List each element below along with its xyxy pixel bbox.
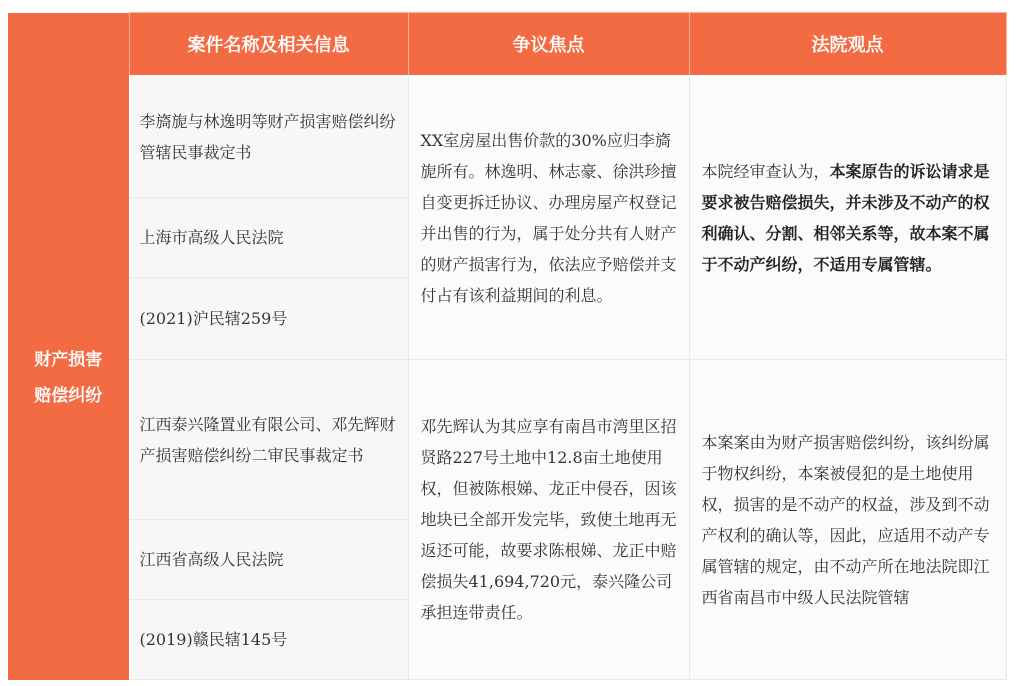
case-2-focus: 邓先辉认为其应享有南昌市湾里区招贤路227号土地中12.8亩土地使用权，但被陈根娣、龙正中侵吞，因该地块已全部开发完毕，致使土地再无返还可能，故要求陈根娣、龙正中赔偿损失41,694,720元，泰兴隆公司承担连带责任。 [408,360,689,680]
case-1-view-prefix: 本院经审查认为， [701,161,830,181]
case-1-number: (2021)沪民辖259号 [129,278,408,360]
case-1-court: 上海市高级人民法院 [129,198,408,278]
category-line-1: 财产损害 [34,349,103,370]
case-2-number: (2019)赣民辖145号 [129,600,408,680]
header-court-view: 法院观点 [689,13,1006,76]
case-1-name: 李旖旎与林逸明等财产损害赔偿纠纷管辖民事裁定书 [129,76,408,198]
header-case-info: 案件名称及相关信息 [129,13,408,76]
case-1-view-bold: 本案原告的诉讼请求是要求被告赔偿损失，并未涉及不动产的权利确认、分割、相邻关系等，故本案不属于不动产纠纷，不适用专属管辖。 [701,161,990,274]
case-table-container [8,12,1006,678]
header-corner [8,13,129,76]
header-dispute-focus: 争议焦点 [408,13,689,76]
category-line-2: 赔偿纠纷 [34,385,103,406]
table-row [8,360,1006,520]
case-2-court: 江西省高级人民法院 [129,520,408,600]
case-2-view: 本案案由为财产损害赔偿纠纷，该纠纷属于物权纠纷，本案被侵犯的是土地使用权，损害的是不动产的权益，涉及到不动产权利的确认等，因此，应适用不动产专属管辖的规定，由不动产所在地法院即江西省南昌市中级人民法院管辖 [689,360,1006,680]
header-row [8,13,1006,76]
case-table [8,12,1007,680]
case-2-name: 江西泰兴隆置业有限公司、邓先辉财产损害赔偿纠纷二审民事裁定书 [129,360,408,520]
table-row [8,76,1006,198]
case-1-view [689,76,1006,360]
case-1-focus: XX室房屋出售价款的30%应归李旖旎所有。林逸明、林志豪、徐洪珍擅自变更拆迁协议、办理房屋产权登记并出售的行为，属于处分共有人财产的财产损害行为，依法应予赔偿并支付占有该利益期间的利息。 [408,76,689,360]
category-cell [8,76,129,680]
